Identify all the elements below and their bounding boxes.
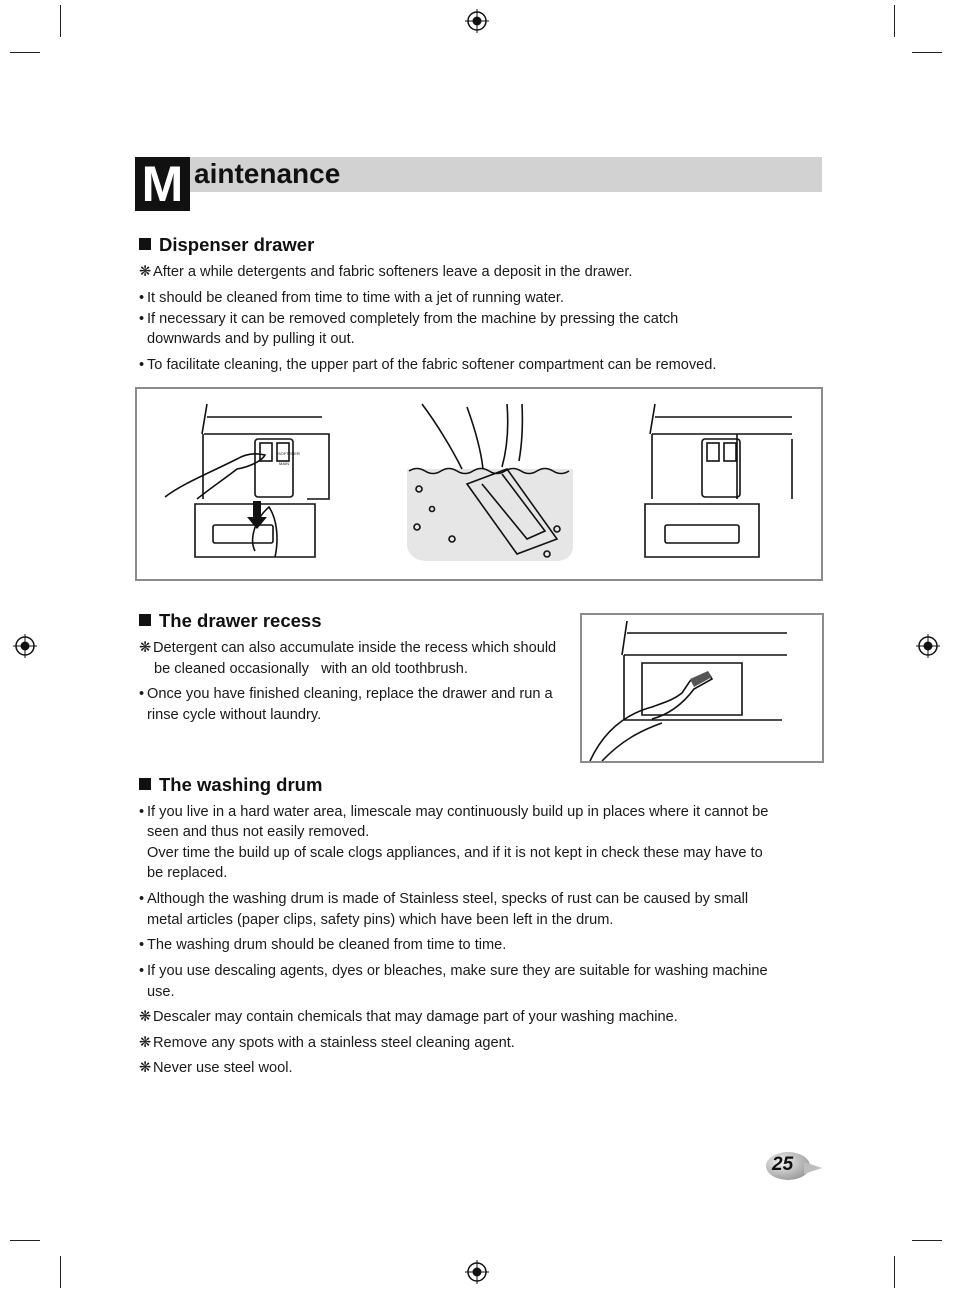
note-line: ❋ Never use steel wool. xyxy=(139,1058,293,1079)
continuation-line: metal articles (paper clips, safety pins) which have been left in the drum. xyxy=(147,912,614,928)
dispenser-illustration xyxy=(137,389,821,579)
bullet-mark: • xyxy=(139,357,145,373)
note-line: ❋ Remove any spots with a stainless steel cleaning agent. xyxy=(139,1033,515,1054)
crop-mark xyxy=(10,1240,40,1241)
dispenser-figure xyxy=(135,387,823,581)
section-title-drum: The washing drum xyxy=(139,774,322,796)
bullet-line: • Once you have finished cleaning, replace the drawer and run a xyxy=(139,684,553,705)
section-title-dispenser: Dispenser drawer xyxy=(139,234,314,256)
bullet-mark: • xyxy=(139,686,145,702)
bullet-mark: • xyxy=(139,290,145,306)
continuation-line: be replaced. xyxy=(147,865,228,881)
registration-mark-icon xyxy=(465,9,489,33)
continuation-line: rinse cycle without laundry. xyxy=(147,707,322,723)
bullet-line: • If you use descaling agents, dyes or bleaches, make sure they are suitable for washing machine xyxy=(139,961,768,982)
bullet-line: • If necessary it can be removed completely from the machine by pressing the catch xyxy=(139,309,678,330)
note-mark-icon: ❋ xyxy=(139,1009,152,1025)
note-line: ❋ Descaler may contain chemicals that may damage part of your washing machine. xyxy=(139,1007,678,1028)
note-mark-icon: ❋ xyxy=(139,1060,152,1076)
main-label: MAIN xyxy=(279,461,289,466)
registration-mark-icon xyxy=(916,634,940,658)
crop-mark xyxy=(60,1256,61,1288)
bullet-mark: • xyxy=(139,804,145,820)
note-line: ❋ After a while detergents and fabric softeners leave a deposit in the drawer. xyxy=(139,262,632,283)
bullet-line: • The washing drum should be cleaned from time to time. xyxy=(139,935,506,956)
softener-label: SOFTENER xyxy=(278,451,300,456)
registration-mark-icon xyxy=(465,1260,489,1284)
crop-mark xyxy=(10,52,40,53)
page-number: 25 xyxy=(772,1154,794,1175)
bullet-line: • It should be cleaned from time to time with a jet of running water. xyxy=(139,288,564,309)
continuation-line: Over time the build up of scale clogs appliances, and if it is not kept in check these may have to xyxy=(147,845,763,861)
crop-mark xyxy=(894,5,895,37)
crop-mark xyxy=(60,5,61,37)
crop-mark xyxy=(912,52,942,53)
note-mark-icon: ❋ xyxy=(139,640,152,656)
bullet-line: • To facilitate cleaning, the upper part of the fabric softener compartment can be removed. xyxy=(139,355,716,376)
bullet-mark: • xyxy=(139,891,145,907)
continuation-line: use. xyxy=(147,984,175,1000)
bullet-line: • Although the washing drum is made of Stainless steel, specks of rust can be caused by small xyxy=(139,889,748,910)
square-bullet-icon xyxy=(139,238,151,250)
continuation-line: seen and thus not easily removed. xyxy=(147,824,370,840)
note-mark-icon: ❋ xyxy=(139,1035,152,1051)
page-title: aintenance xyxy=(194,158,341,189)
header-initial: M xyxy=(135,157,190,211)
crop-mark xyxy=(912,1240,942,1241)
registration-mark-icon xyxy=(13,634,37,658)
crop-mark xyxy=(894,1256,895,1288)
bullet-mark: • xyxy=(139,937,145,953)
continuation-line: be cleaned occasionally with an old toothbrush. xyxy=(154,661,468,677)
note-mark-icon: ❋ xyxy=(139,264,152,280)
continuation-line: downwards and by pulling it out. xyxy=(147,331,355,347)
section-title-recess: The drawer recess xyxy=(139,610,321,632)
bullet-mark: • xyxy=(139,311,145,327)
square-bullet-icon xyxy=(139,614,151,626)
note-line: ❋ Detergent can also accumulate inside the recess which should xyxy=(139,638,556,659)
recess-figure xyxy=(580,613,824,763)
bullet-mark: • xyxy=(139,963,145,979)
square-bullet-icon xyxy=(139,778,151,790)
recess-illustration xyxy=(582,615,822,761)
bullet-line: • If you live in a hard water area, limescale may continuously build up in places where it cannot be xyxy=(139,802,768,823)
